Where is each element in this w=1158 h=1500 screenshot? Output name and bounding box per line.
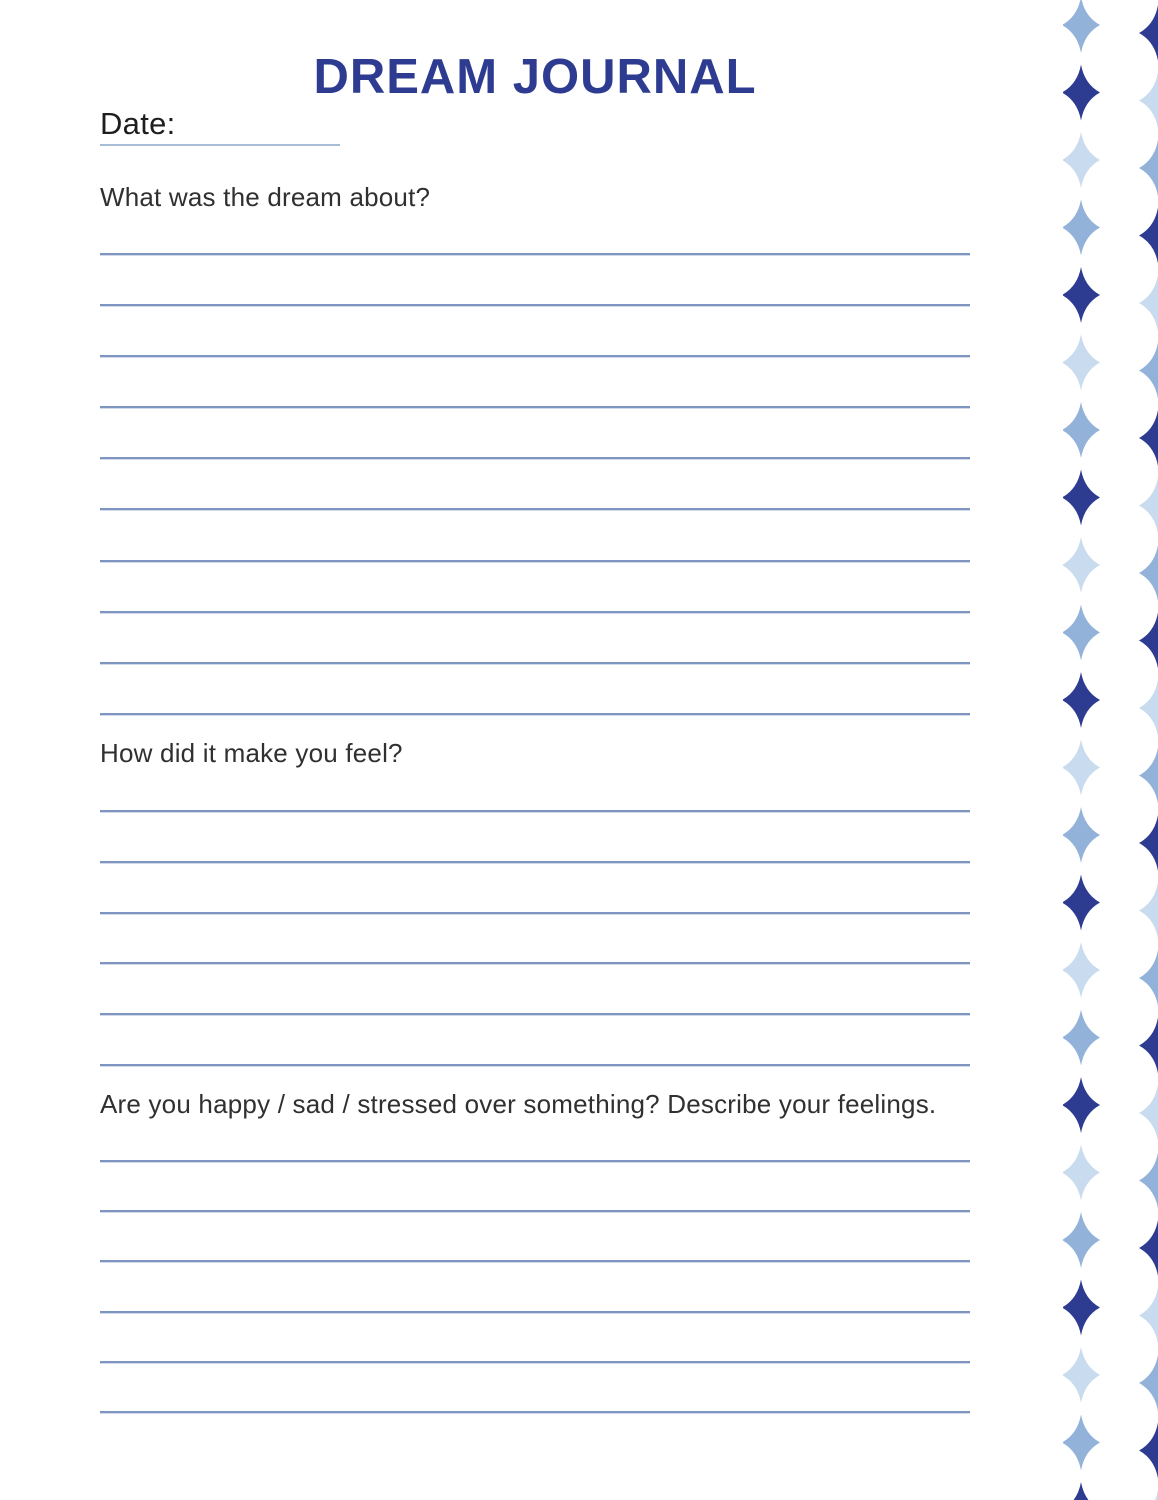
writing-line bbox=[100, 1262, 970, 1312]
writing-line bbox=[100, 408, 970, 459]
writing-line bbox=[100, 562, 970, 613]
writing-line bbox=[100, 1119, 970, 1162]
writing-lines bbox=[100, 1119, 970, 1413]
writing-line bbox=[100, 1212, 970, 1262]
writing-line bbox=[100, 812, 970, 863]
writing-line bbox=[100, 768, 970, 812]
page-title: DREAM JOURNAL bbox=[313, 50, 757, 104]
writing-line bbox=[100, 1015, 970, 1066]
date-field bbox=[100, 106, 340, 146]
question-text: What was the dream about? bbox=[100, 182, 431, 212]
writing-line bbox=[100, 914, 970, 965]
writing-line bbox=[100, 964, 970, 1015]
writing-line bbox=[100, 459, 970, 510]
writing-line bbox=[100, 664, 970, 715]
question-section-2 bbox=[100, 738, 970, 1066]
writing-line bbox=[100, 1162, 970, 1212]
writing-line bbox=[100, 255, 970, 306]
writing-lines bbox=[100, 212, 970, 715]
writing-line bbox=[100, 357, 970, 408]
writing-line bbox=[100, 510, 970, 561]
writing-line bbox=[100, 613, 970, 664]
question-section-1 bbox=[100, 182, 970, 715]
question-section-3 bbox=[100, 1089, 970, 1413]
writing-line bbox=[100, 306, 970, 357]
writing-line bbox=[100, 863, 970, 914]
writing-line bbox=[100, 1363, 970, 1413]
writing-lines bbox=[100, 768, 970, 1066]
writing-line bbox=[100, 1313, 970, 1363]
writing-line bbox=[100, 212, 970, 255]
question-text: Are you happy / sad / stressed over something? Describe your feelings. bbox=[100, 1089, 937, 1119]
star-pattern-border bbox=[1063, 0, 1158, 1500]
question-text: How did it make you feel? bbox=[100, 738, 403, 768]
date-label: Date: bbox=[100, 106, 176, 141]
